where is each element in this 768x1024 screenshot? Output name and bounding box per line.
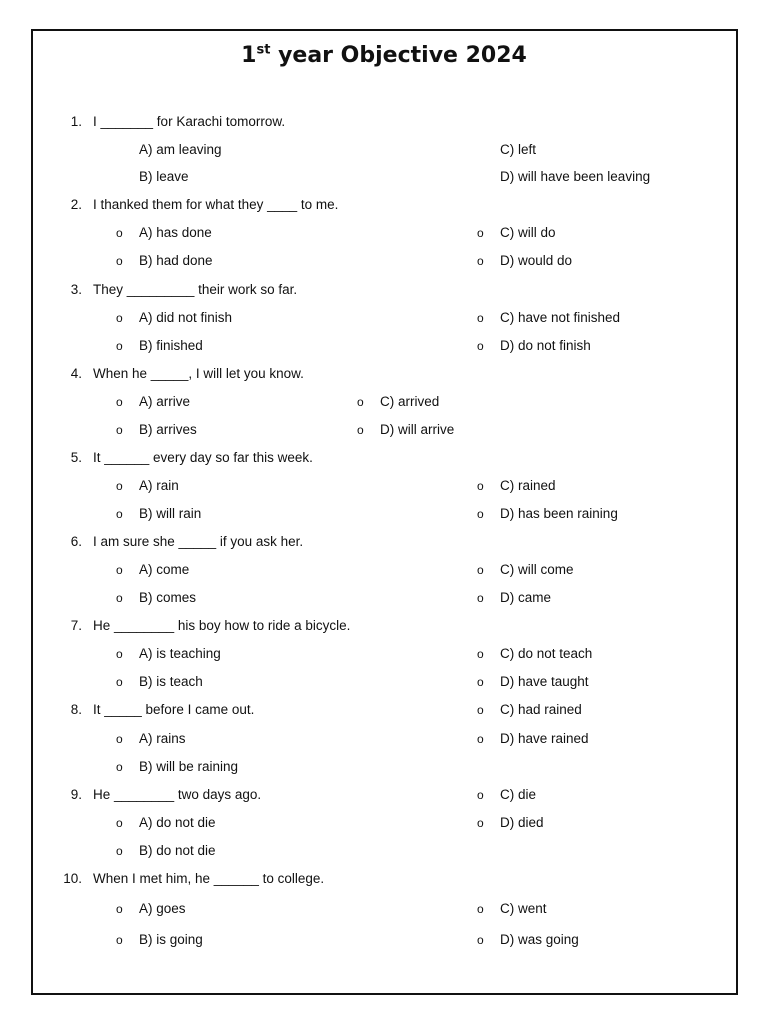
option-bullet-icon: o <box>477 591 484 605</box>
option-bullet-icon: o <box>116 311 123 325</box>
question-number: 3. <box>70 282 82 297</box>
option-bullet-icon: o <box>116 423 123 437</box>
option-bullet-icon: o <box>116 507 123 521</box>
option-bullet-icon: o <box>477 703 484 717</box>
answer-option: D) would do <box>500 253 573 268</box>
option-bullet-icon: o <box>357 423 364 437</box>
title-number: 1 <box>241 43 257 68</box>
question-number: 6. <box>70 534 82 549</box>
answer-option: C) die <box>500 787 537 802</box>
question-text: He ________ two days ago. <box>93 787 262 802</box>
option-bullet-icon: o <box>477 254 484 268</box>
answer-option: B) will rain <box>139 506 202 521</box>
option-bullet-icon: o <box>116 816 123 830</box>
answer-option: B) leave <box>139 169 189 184</box>
option-bullet-icon: o <box>477 563 484 577</box>
question-number: 2. <box>70 197 82 212</box>
question-text: When he _____, I will let you know. <box>93 366 304 381</box>
option-bullet-icon: o <box>116 760 123 774</box>
answer-option: D) have taught <box>500 674 589 689</box>
option-bullet-icon: o <box>477 479 484 493</box>
answer-option: A) has done <box>139 225 212 240</box>
question-text: When I met him, he ______ to college. <box>93 871 325 886</box>
option-bullet-icon: o <box>116 732 123 746</box>
question-number: 4. <box>70 366 82 381</box>
question-number: 9. <box>70 787 82 802</box>
answer-option: A) come <box>139 562 190 577</box>
question-number: 7. <box>70 618 82 633</box>
option-bullet-icon: o <box>477 647 484 661</box>
option-bullet-icon: o <box>477 311 484 325</box>
answer-option: B) arrives <box>139 422 197 437</box>
option-bullet-icon: o <box>477 732 484 746</box>
page-title <box>0 40 768 72</box>
option-bullet-icon: o <box>116 591 123 605</box>
answer-option: D) will arrive <box>380 422 455 437</box>
answer-option: C) rained <box>500 478 556 493</box>
answer-option: A) am leaving <box>139 142 222 157</box>
option-bullet-icon: o <box>116 254 123 268</box>
option-bullet-icon: o <box>477 226 484 240</box>
answer-option: C) will do <box>500 225 556 240</box>
option-bullet-icon: o <box>477 507 484 521</box>
title-ordinal-suffix: st <box>256 42 271 58</box>
option-bullet-icon: o <box>116 226 123 240</box>
answer-option: B) had done <box>139 253 213 268</box>
title-text: year Objective 2024 <box>270 43 527 68</box>
option-bullet-icon: o <box>477 339 484 353</box>
answer-option: B) comes <box>139 590 197 605</box>
answer-option: D) died <box>500 815 544 830</box>
question-number: 5. <box>70 450 82 465</box>
answer-option: D) came <box>500 590 552 605</box>
option-bullet-icon: o <box>357 395 364 409</box>
option-bullet-icon: o <box>477 675 484 689</box>
answer-option: C) left <box>500 142 537 157</box>
answer-option: A) goes <box>139 901 186 916</box>
answer-option: A) rain <box>139 478 179 493</box>
answer-option: C) have not finished <box>500 310 621 325</box>
option-bullet-icon: o <box>116 902 123 916</box>
answer-option: B) will be raining <box>139 759 239 774</box>
option-bullet-icon: o <box>116 933 123 947</box>
question-number: 10. <box>63 871 82 886</box>
question-number: 1. <box>70 114 82 129</box>
answer-option: C) do not teach <box>500 646 593 661</box>
question-text: It ______ every day so far this week. <box>93 450 313 465</box>
option-bullet-icon: o <box>116 647 123 661</box>
option-bullet-icon: o <box>477 816 484 830</box>
answer-option: D) have rained <box>500 731 589 746</box>
option-bullet-icon: o <box>477 902 484 916</box>
option-bullet-icon: o <box>116 675 123 689</box>
option-bullet-icon: o <box>477 788 484 802</box>
option-bullet-icon: o <box>116 339 123 353</box>
answer-option: C) went <box>500 901 547 916</box>
answer-option: D) do not finish <box>500 338 591 353</box>
option-bullet-icon: o <box>116 844 123 858</box>
question-text: I am sure she _____ if you ask her. <box>93 534 304 549</box>
answer-option: C) will come <box>500 562 574 577</box>
question-number: 8. <box>70 702 82 717</box>
answer-option: A) do not die <box>139 815 216 830</box>
answer-option: B) finished <box>139 338 203 353</box>
option-bullet-icon: o <box>116 395 123 409</box>
answer-option: D) was going <box>500 932 579 947</box>
answer-option: C) had rained <box>500 702 582 717</box>
question-text: I thanked them for what they ____ to me. <box>93 197 339 212</box>
question-text: It _____ before I came out. <box>93 702 255 717</box>
answer-option: C) arrived <box>380 394 440 409</box>
answer-option: A) rains <box>139 731 186 746</box>
question-text: They _________ their work so far. <box>93 282 298 297</box>
option-bullet-icon: o <box>477 933 484 947</box>
answer-option: B) do not die <box>139 843 216 858</box>
answer-option: D) has been raining <box>500 506 618 521</box>
answer-option: B) is teach <box>139 674 203 689</box>
answer-option: A) is teaching <box>139 646 221 661</box>
question-text: I _______ for Karachi tomorrow. <box>93 114 286 129</box>
question-text: He ________ his boy how to ride a bicycle. <box>93 618 351 633</box>
option-bullet-icon: o <box>116 563 123 577</box>
answer-option: A) arrive <box>139 394 191 409</box>
answer-option: D) will have been leaving <box>500 169 651 184</box>
option-bullet-icon: o <box>116 479 123 493</box>
answer-option: A) did not finish <box>139 310 233 325</box>
answer-option: B) is going <box>139 932 203 947</box>
